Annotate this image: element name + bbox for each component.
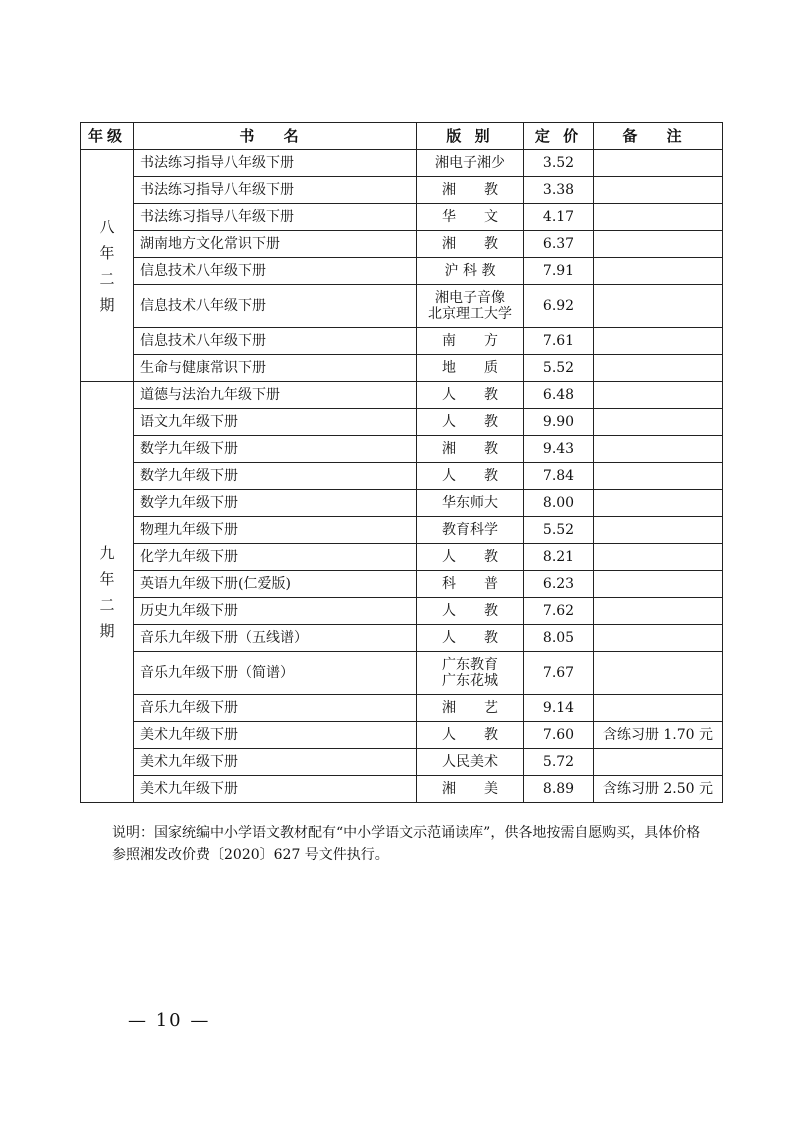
publisher-line: 沪 科 教 [444, 263, 496, 279]
book-title-cell: 信息技术八年级下册 [134, 258, 417, 285]
header-publisher: 版 别 [417, 123, 524, 150]
book-title-cell: 信息技术八年级下册 [134, 285, 417, 328]
publisher-cell [417, 652, 524, 695]
footnote: 说明：国家统编中小学语文教材配有“中小学语文示范诵读库”，供各地按需自愿购买，具体价格参照湘发改价费〔2020〕627 号文件执行。 [112, 825, 701, 863]
price-cell: 5.52 [524, 355, 594, 382]
publisher-cell [417, 355, 524, 382]
book-title-cell: 美术九年级下册 [134, 749, 417, 776]
price-cell: 8.89 [524, 776, 594, 803]
publisher-cell [417, 571, 524, 598]
price-cell: 9.90 [524, 409, 594, 436]
note-cell [594, 652, 723, 695]
publisher-cell [417, 409, 524, 436]
book-title-cell: 美术九年级下册 [134, 722, 417, 749]
publisher-line: 广东教育 [442, 657, 498, 673]
header-book: 书 名 [134, 123, 417, 150]
price-cell: 7.91 [524, 258, 594, 285]
publisher-cell [417, 490, 524, 517]
publisher-line: 湘 美 [442, 781, 498, 797]
publisher-line: 湘 教 [442, 236, 498, 252]
price-cell: 8.21 [524, 544, 594, 571]
grade-char: 二 [99, 596, 115, 614]
table-row [81, 517, 723, 544]
price-cell: 9.43 [524, 436, 594, 463]
table-row [81, 695, 723, 722]
table-row [81, 749, 723, 776]
publisher-cell [417, 382, 524, 409]
publisher-line: 华东师大 [442, 495, 498, 511]
table-row [81, 625, 723, 652]
book-title-cell: 音乐九年级下册 [134, 695, 417, 722]
book-title-cell: 语文九年级下册 [134, 409, 417, 436]
price-cell: 3.52 [524, 150, 594, 177]
book-title-cell: 音乐九年级下册（五线谱） [134, 625, 417, 652]
publisher-cell [417, 328, 524, 355]
publisher-line: 湘电子音像 [435, 290, 505, 306]
price-cell: 6.37 [524, 231, 594, 258]
note-cell [594, 204, 723, 231]
publisher-cell [417, 436, 524, 463]
note-cell [594, 382, 723, 409]
table-row [81, 652, 723, 695]
publisher-line: 北京理工大学 [428, 306, 512, 322]
grade-char: 八 [99, 217, 115, 236]
publisher-cell [417, 695, 524, 722]
book-title-cell: 英语九年级下册(仁爱版) [134, 571, 417, 598]
price-cell: 7.67 [524, 652, 594, 695]
note-cell [594, 409, 723, 436]
publisher-line: 科 普 [442, 576, 498, 592]
note-cell [594, 231, 723, 258]
table-row [81, 285, 723, 328]
grade-char: 九 [99, 544, 115, 562]
publisher-cell [417, 776, 524, 803]
publisher-cell [417, 150, 524, 177]
publisher-line: 广东花城 [442, 673, 498, 689]
book-title-cell: 音乐九年级下册（简谱） [134, 652, 417, 695]
price-cell: 7.60 [524, 722, 594, 749]
note-cell [594, 355, 723, 382]
table-row [81, 355, 723, 382]
note-cell [594, 177, 723, 204]
publisher-cell [417, 231, 524, 258]
table-row [81, 204, 723, 231]
book-title-cell: 书法练习指导八年级下册 [134, 177, 417, 204]
grade-char: 二 [99, 269, 115, 288]
note-cell [594, 150, 723, 177]
grade-char: 期 [99, 295, 115, 314]
book-title-cell: 道德与法治九年级下册 [134, 382, 417, 409]
publisher-cell [417, 544, 524, 571]
grade-char: 期 [99, 622, 115, 640]
note-cell: 含练习册 2.50 元 [594, 776, 723, 803]
book-title-cell: 湖南地方文化常识下册 [134, 231, 417, 258]
publisher-cell [417, 722, 524, 749]
note-cell [594, 598, 723, 625]
header-note: 备 注 [594, 123, 723, 150]
publisher-cell [417, 463, 524, 490]
note-cell [594, 328, 723, 355]
book-title-cell: 书法练习指导八年级下册 [134, 150, 417, 177]
publisher-cell [417, 285, 524, 328]
price-cell: 6.23 [524, 571, 594, 598]
table-row [81, 463, 723, 490]
publisher-line: 人民美术 [442, 754, 498, 770]
table-row [81, 722, 723, 749]
price-cell: 7.61 [524, 328, 594, 355]
publisher-cell [417, 625, 524, 652]
price-cell: 8.00 [524, 490, 594, 517]
table-body [81, 150, 723, 803]
table-row [81, 382, 723, 409]
price-cell: 7.62 [524, 598, 594, 625]
book-title-cell: 数学九年级下册 [134, 436, 417, 463]
grade-cell [81, 150, 134, 382]
grade-char: 年 [99, 570, 115, 588]
publisher-line: 湘 教 [442, 182, 498, 198]
publisher-line: 人 教 [442, 387, 498, 403]
note-cell [594, 695, 723, 722]
table-row [81, 258, 723, 285]
table-row [81, 409, 723, 436]
grade-cell [81, 382, 134, 803]
table-row [81, 177, 723, 204]
table-row [81, 598, 723, 625]
note-cell [594, 463, 723, 490]
note-cell [594, 285, 723, 328]
publisher-line: 南 方 [442, 333, 498, 349]
publisher-line: 地 质 [442, 360, 498, 376]
price-cell: 4.17 [524, 204, 594, 231]
table-row [81, 231, 723, 258]
note-cell [594, 749, 723, 776]
note-cell [594, 436, 723, 463]
table-row [81, 571, 723, 598]
publisher-line: 人 教 [442, 414, 498, 430]
price-cell: 7.84 [524, 463, 594, 490]
price-cell: 3.38 [524, 177, 594, 204]
price-cell: 6.48 [524, 382, 594, 409]
book-title-cell: 物理九年级下册 [134, 517, 417, 544]
textbook-price-table [80, 122, 723, 803]
publisher-cell [417, 598, 524, 625]
publisher-cell [417, 204, 524, 231]
table-row [81, 776, 723, 803]
note-cell [594, 258, 723, 285]
book-title-cell: 化学九年级下册 [134, 544, 417, 571]
publisher-line: 湘 艺 [442, 700, 498, 716]
table-row [81, 436, 723, 463]
publisher-cell [417, 749, 524, 776]
note-cell [594, 517, 723, 544]
table-row [81, 544, 723, 571]
publisher-line: 湘 教 [442, 441, 498, 457]
price-cell: 9.14 [524, 695, 594, 722]
page-number: — 10 — [128, 1010, 211, 1031]
note-cell [594, 544, 723, 571]
book-title-cell: 信息技术八年级下册 [134, 328, 417, 355]
price-cell: 8.05 [524, 625, 594, 652]
book-title-cell: 生命与健康常识下册 [134, 355, 417, 382]
price-cell: 6.92 [524, 285, 594, 328]
book-title-cell: 数学九年级下册 [134, 490, 417, 517]
publisher-line: 人 教 [442, 630, 498, 646]
price-cell: 5.52 [524, 517, 594, 544]
book-title-cell: 数学九年级下册 [134, 463, 417, 490]
publisher-line: 人 教 [442, 468, 498, 484]
publisher-cell [417, 258, 524, 285]
publisher-line: 人 教 [442, 603, 498, 619]
publisher-cell [417, 177, 524, 204]
table-row [81, 328, 723, 355]
price-cell: 5.72 [524, 749, 594, 776]
book-title-cell: 历史九年级下册 [134, 598, 417, 625]
note-cell [594, 625, 723, 652]
book-title-cell: 美术九年级下册 [134, 776, 417, 803]
note-cell [594, 571, 723, 598]
grade-char: 年 [99, 243, 115, 262]
publisher-line: 湘电子湘少 [435, 155, 505, 171]
publisher-line: 人 教 [442, 727, 498, 743]
publisher-cell [417, 517, 524, 544]
note-cell: 含练习册 1.70 元 [594, 722, 723, 749]
book-title-cell: 书法练习指导八年级下册 [134, 204, 417, 231]
header-row [81, 123, 723, 150]
header-price: 定 价 [524, 123, 594, 150]
table-row [81, 150, 723, 177]
publisher-line: 华 文 [442, 209, 498, 225]
publisher-line: 人 教 [442, 549, 498, 565]
publisher-line: 教育科学 [442, 522, 498, 538]
table-row [81, 490, 723, 517]
header-grade: 年级 [81, 123, 134, 150]
note-cell [594, 490, 723, 517]
